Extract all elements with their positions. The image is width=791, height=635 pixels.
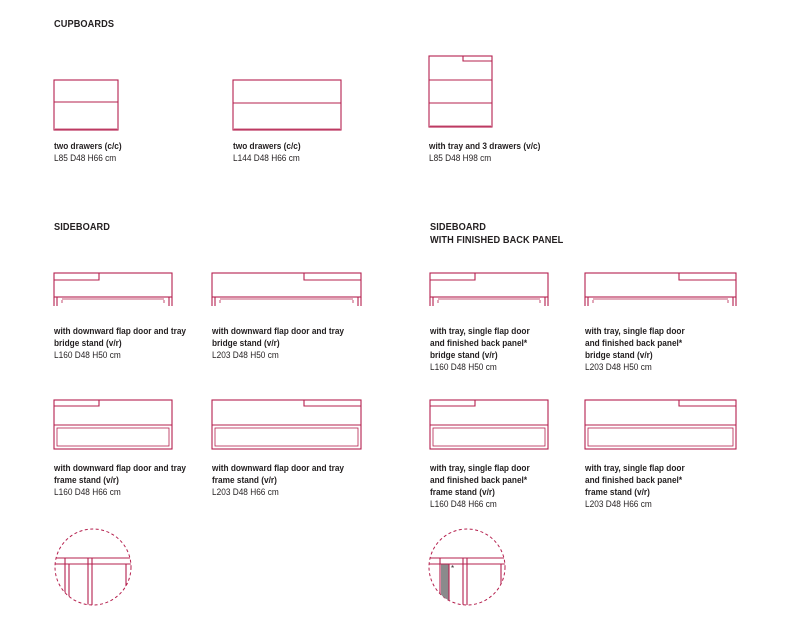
- cupboard-title: with tray and 3 drawers (v/c): [429, 141, 541, 151]
- caption-line: with downward flap door and tray: [54, 463, 187, 473]
- caption-line: with downward flap door and tray: [212, 326, 345, 336]
- sideboard-back-caption: [430, 325, 530, 373]
- detail-marker-asterisk: *: [451, 564, 455, 573]
- sideboard-back-l203-frame-drawing: [585, 400, 736, 449]
- caption-dims: L160 D48 H66 cm: [54, 487, 121, 497]
- caption-line: frame stand (v/r): [430, 487, 495, 497]
- caption-line: bridge stand (v/r): [54, 338, 122, 348]
- caption-dims: L203 D48 H66 cm: [212, 487, 279, 497]
- sideboard-back-caption: [585, 325, 685, 373]
- detail-circle-finished-back-panel: [425, 529, 515, 614]
- caption-dims: L203 D48 H50 cm: [212, 350, 279, 360]
- cupboard-caption: [233, 140, 301, 164]
- section-heading-cupboards: CUPBOARDS: [54, 19, 115, 30]
- cupboard-two-drawers-l144-drawing: [233, 80, 341, 130]
- sideboard-l203-frame-drawing: [212, 400, 361, 449]
- heading-line-2: WITH FINISHED BACK PANEL: [430, 235, 564, 246]
- caption-dims: L160 D48 H50 cm: [54, 350, 121, 360]
- caption-line: and finished back panel*: [430, 475, 528, 485]
- caption-line: frame stand (v/r): [212, 475, 277, 485]
- caption-line: bridge stand (v/r): [585, 350, 653, 360]
- cupboard-tray-three-drawers-drawing: [429, 56, 492, 127]
- detail-circle-standard: [50, 529, 140, 610]
- sideboard-l203-bridge-drawing: [212, 273, 361, 306]
- sideboard-caption: [212, 325, 344, 361]
- sideboard-caption: [54, 462, 186, 498]
- sideboard-caption: [212, 462, 344, 498]
- cupboard-title: two drawers (c/c): [54, 141, 122, 151]
- sideboard-back-l160-bridge-drawing: [430, 273, 548, 306]
- cupboard-two-drawers-l85-drawing: [54, 80, 118, 130]
- caption-line: with downward flap door and tray: [212, 463, 345, 473]
- caption-dims: L203 D48 H66 cm: [585, 499, 652, 509]
- caption-dims: L160 D48 H50 cm: [430, 362, 497, 372]
- caption-dims: L160 D48 H66 cm: [430, 499, 497, 509]
- caption-line: and finished back panel*: [585, 475, 683, 485]
- heading-line-1: SIDEBOARD: [430, 222, 487, 233]
- sideboard-l160-frame-drawing: [54, 400, 172, 449]
- sideboard-back-l160-frame-drawing: [430, 400, 548, 449]
- sideboard-l160-bridge-drawing: [54, 273, 172, 306]
- caption-line: bridge stand (v/r): [212, 338, 280, 348]
- cupboard-dims: L85 D48 H66 cm: [54, 153, 117, 163]
- caption-line: with tray, single flap door: [430, 326, 530, 336]
- caption-line: and finished back panel*: [585, 338, 683, 348]
- sideboard-back-caption: [585, 462, 685, 510]
- caption-line: with downward flap door and tray: [54, 326, 187, 336]
- cupboard-dims: L85 D48 H98 cm: [429, 153, 492, 163]
- sideboard-back-caption: [430, 462, 530, 510]
- cupboard-caption: [429, 140, 540, 164]
- sideboard-caption: [54, 325, 186, 361]
- caption-dims: L203 D48 H50 cm: [585, 362, 652, 372]
- caption-line: with tray, single flap door: [585, 326, 685, 336]
- section-heading-sideboard: SIDEBOARD: [54, 222, 111, 233]
- caption-line: frame stand (v/r): [585, 487, 650, 497]
- cupboard-dims: L144 D48 H66 cm: [233, 153, 300, 163]
- caption-line: bridge stand (v/r): [430, 350, 498, 360]
- caption-line: and finished back panel*: [430, 338, 528, 348]
- cupboard-title: two drawers (c/c): [233, 141, 301, 151]
- cupboard-caption: [54, 140, 122, 164]
- caption-line: with tray, single flap door: [430, 463, 530, 473]
- caption-line: frame stand (v/r): [54, 475, 119, 485]
- sideboard-back-l203-bridge-drawing: [585, 273, 736, 306]
- caption-line: with tray, single flap door: [585, 463, 685, 473]
